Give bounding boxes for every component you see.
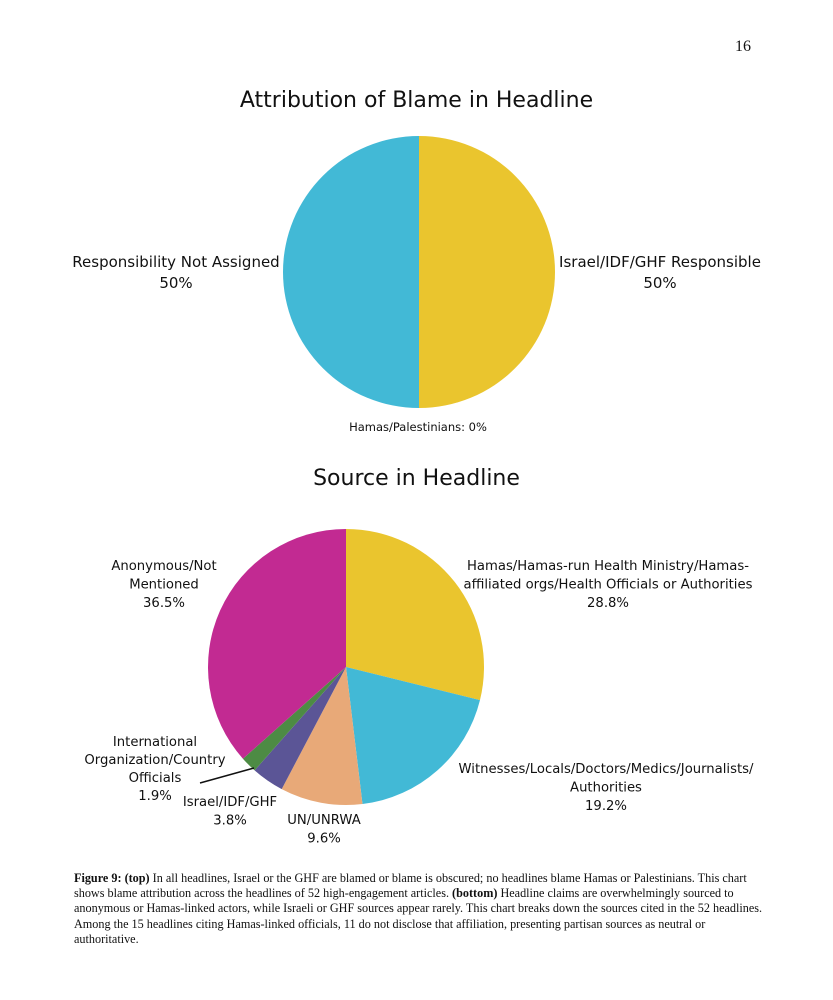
- caption-label: Figure 9:: [74, 871, 122, 885]
- value-source-1: 19.2%: [585, 799, 627, 814]
- chart2-title: Source in Headline: [313, 466, 520, 491]
- label-source-1-line-1: Authorities: [570, 780, 642, 796]
- label-source-5-line-1: Mentioned: [129, 577, 199, 593]
- value-source-2: 9.6%: [307, 831, 341, 847]
- value-source-5: 36.5%: [143, 596, 185, 611]
- leader-line-international: [200, 768, 254, 783]
- value-israel-responsible: 50%: [643, 274, 677, 292]
- value-source-0: 28.8%: [587, 596, 629, 611]
- value-source-3: 3.8%: [213, 813, 247, 829]
- page-number: 16: [735, 38, 751, 55]
- label-not-assigned: Responsibility Not Assigned: [72, 253, 280, 271]
- label-hamas-palestinians: Hamas/Palestinians: 0%: [349, 420, 487, 434]
- label-source-4-line-0: International: [112, 735, 198, 750]
- label-source-2-line-0: UN/UNRWA: [287, 813, 361, 828]
- value-source-4: 1.9%: [138, 789, 172, 804]
- chart1-title: Attribution of Blame in Headline: [239, 88, 594, 113]
- pie-chart-source: [208, 529, 484, 805]
- pie-chart-blame: [283, 136, 555, 408]
- blame-slice-responsibility-not-assigned: [283, 136, 419, 408]
- label-source-4-line-2: Officials: [128, 771, 182, 786]
- caption-top-tag: (top): [124, 871, 150, 885]
- label-source-4-line-1: Organization/Country: [84, 753, 226, 768]
- caption-top-text: In all headlines, Israel or the GHF are blamed or blame is obscured; no headlines blame Hamas or Palestinians. This chart shows blame attribution across the headlines of 52 high-engagement articles.: [74, 871, 747, 901]
- label-source-0-line-0: Hamas/Hamas-run Health Ministry/Hamas-: [467, 559, 749, 574]
- label-source-0-line-1: affiliated orgs/Health Officials or Authorities: [463, 577, 753, 593]
- label-israel-responsible: Israel/IDF/GHF Responsible: [559, 253, 761, 271]
- blame-slice-israel-idf-ghf-responsible: [419, 136, 555, 408]
- label-source-1-line-0: Witnesses/Locals/Doctors/Medics/Journalists/: [458, 762, 754, 777]
- figure-caption: [74, 871, 764, 947]
- caption-bottom-text: Headline claims are overwhelmingly sourced to anonymous or Hamas-linked actors, while Israeli or GHF sources appear rarely. This chart breaks down the sources cited in the 52 headlines. Among the 15 headlines citing Hamas-linked officials, 11 do not disclose that affiliation, presenting partisan sources as neutral or authoritative.: [74, 886, 763, 946]
- value-not-assigned: 50%: [159, 274, 193, 292]
- label-source-3-line-0: Israel/IDF/GHF: [182, 795, 278, 810]
- label-source-5-line-0: Anonymous/Not: [111, 559, 217, 574]
- caption-bottom-tag: (bottom): [452, 886, 498, 901]
